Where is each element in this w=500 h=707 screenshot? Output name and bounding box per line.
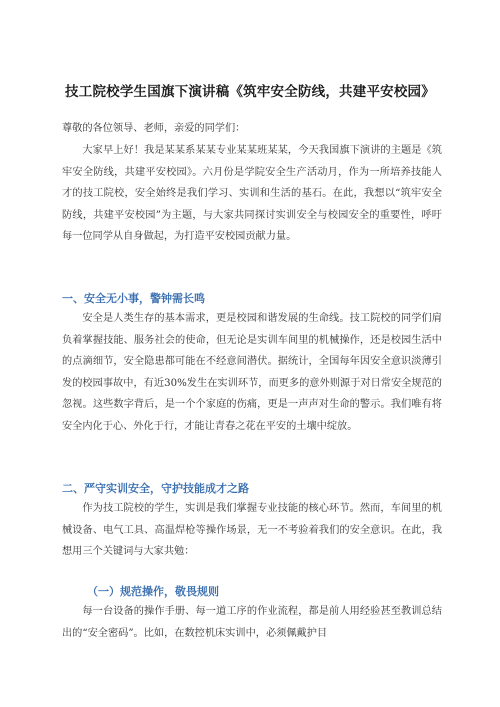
document-title: 技工院校学生国旗下演讲稿《筑牢安全防线，共建平安校园》 — [65, 84, 435, 100]
greeting: 尊敬的各位领导、老师，亲爱的同学们： — [62, 123, 246, 134]
intro-paragraph: 大家早上好！我是某某系某某专业某某班某某，今天我国旗下演讲的主题是《筑牢安全防线，共建平安校园》。六月份是学院安全生产活动月，作为一所培养技能人才的技工院校，安全始终是我们学习、实训和生活的基石。在此，我想以“筑牢安全防线，共建平安校园”为主题，与大家共同探讨实训安全与校园安全的重要性，呼吁每一位同学从自身做起，为打造平安校园贡献力量。 — [62, 145, 442, 242]
section1-heading: 一、安全无小事，警钟需长鸣 — [62, 292, 205, 305]
subsection1-block — [62, 601, 442, 644]
section2-heading: 二、严守实训安全，守护技能成才之路 — [62, 482, 249, 495]
section2-block — [62, 498, 442, 563]
subsection1-heading: （一）规范操作，敬畏规则 — [87, 585, 219, 598]
subsection1-paragraph: 每一台设备的操作手册、每一道工序的作业流程，都是前人用经验甚至教训总结出的“安全密码”。比如，在数控机床实训中，必须佩戴护目 — [62, 606, 442, 639]
intro-block — [62, 140, 442, 248]
section1-paragraph: 安全是人类生存的基本需求，更是校园和谐发展的生命线。技工院校的同学们肩负着掌握技能、服务社会的使命，但无论是实训车间里的机械操作，还是校园生活中的点滴细节，安全隐患都可能在不经意间潜伏。据统计，全国每年因安全意识淡薄引发的校园事故中，有近30%发生在实训环节，而更多的意外则源于对日常安全规范的忽视。这些数字背后，是一个个家庭的伤痛，更是一声声对生命的警示。我们唯有将安全内化于心、外化于行，才能让青春之花在平安的土壤中绽放。 — [62, 313, 442, 432]
greeting-block — [62, 118, 442, 140]
section1-block — [62, 308, 442, 437]
section2-paragraph: 作为技工院校的学生，实训是我们掌握专业技能的核心环节。然而，车间里的机械设备、电气工具、高温焊枪等操作场景，无一不考验着我们的安全意识。在此，我想用三个关键词与大家共勉： — [62, 503, 442, 557]
